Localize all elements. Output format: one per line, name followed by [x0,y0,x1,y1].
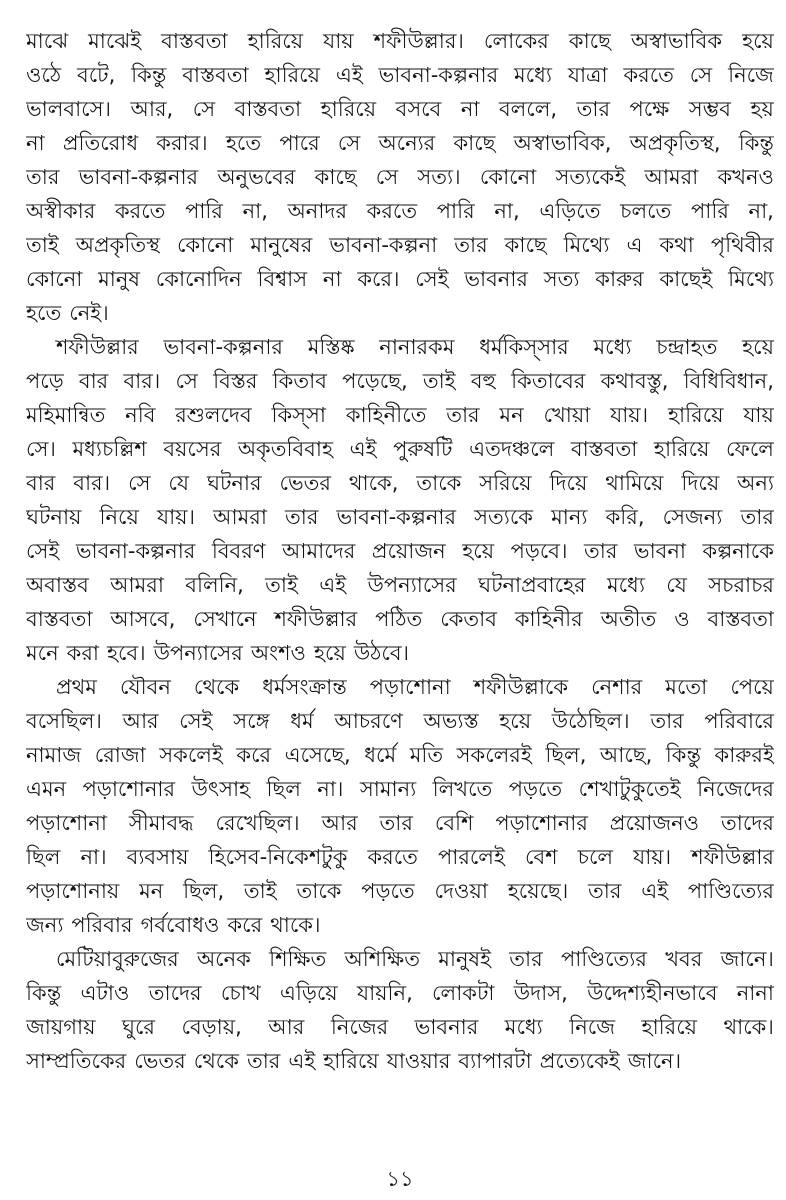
text-line: পড়াশোনায় মন ছিল, তাই তাকে পড়তে দেওয়া হয়েছে। তার এই পাণ্ডিত্যের [26,879,774,903]
text-line: ঘটনায় নিয়ে যায়। আমরা তার ভাবনা-কল্পনার সত্যকে মান্য করি, সেজন্য তার [26,505,774,529]
paragraph [26,330,774,670]
text-line: বসেছিল। আর সেই সঙ্গে ধর্ম আচরণে অভ্যস্ত হয়ে উঠেছিল। তার পরিবারে [26,709,774,733]
text-line: জায়গায় ঘুরে বেড়ায়, আর নিজের ভাবনার মধ্যে নিজে হারিয়ে থাকে। [26,1015,774,1039]
text-line: তার ভাবনা-কল্পনার অনুভবের কাছে সে সত্য। কোনো সত্যকেই আমরা কখনও [26,165,774,189]
text-line: কোনো মানুষ কোনোদিন বিশ্বাস না করে। সেই ভাবনার সত্য কারুর কাছেই মিথ্যে [26,267,774,291]
text-line: মাঝে মাঝেই বাস্তবতা হারিয়ে যায় শফীউল্লার। লোকের কাছে অস্বাভাবিক হয়ে [26,29,774,53]
text-line: পড়াশোনা সীমাবদ্ধ রেখেছিল। আর তার বেশি পড়াশোনার প্রয়োজনও তাদের [26,811,774,835]
body-text [26,24,774,1078]
text-line: শফীউল্লার ভাবনা-কল্পনার মস্তিষ্ক নানারকম ধর্মকিস্‌সার মধ্যে চন্দ্রাহত হয়ে [56,335,774,359]
text-line: মেটিয়াবুরুজের অনেক শিক্ষিত অশিক্ষিত মানুষই তার পাণ্ডিত্যের খবর জানে। [56,947,774,971]
text-line: ভালবাসে। আর, সে বাস্তবতা হারিয়ে বসবে না বললে, তার পক্ষে সম্ভব হয় [26,97,774,121]
paragraph [26,942,774,1078]
text-line: সাম্প্রতিকের ভেতর থেকে তার এই হারিয়ে যাওয়ার ব্যাপারটা প্রত্যেকেই জানে। [26,1049,682,1073]
text-line: মনে করা হবে। উপন্যাসের অংশও হয়ে উঠবে। [26,641,410,665]
text-line: না প্রতিরোধ করার। হতে পারে সে অন্যের কাছে অস্বাভাবিক, অপ্রকৃতিস্থ, কিন্তু [26,131,774,155]
paragraph [26,670,774,942]
text-line: সে। মধ্যচল্লিশ বয়সের অকৃতবিবাহ এই পুরুষটি এতদঞ্চলে বাস্তবতা হারিয়ে ফেলে [26,437,774,461]
text-line: প্রথম যৌবন থেকে ধর্মসংক্রান্ত পড়াশোনা শফীউল্লাকে নেশার মতো পেয়ে [56,675,774,699]
text-line: এমন পড়াশোনার উৎসাহ ছিল না। সামান্য লিখতে পড়তে শেখাটুকুতেই নিজেদের [26,777,774,801]
text-line: ওঠে বটে, কিন্তু বাস্তবতা হারিয়ে এই ভাবনা-কল্পনার মধ্যে যাত্রা করতে সে নিজে [26,63,774,87]
text-line: কিন্তু এটাও তাদের চোখ এড়িয়ে যায়নি, লোকটা উদাস, উদ্দেশ্যহীনভাবে নানা [26,981,774,1005]
text-line: সেই ভাবনা-কল্পনার বিবরণ আমাদের প্রয়োজন হয়ে পড়বে। তার ভাবনা কল্পনাকে [26,539,774,563]
text-line: তাই অপ্রকৃতিস্থ কোনো মানুষের ভাবনা-কল্পনা তার কাছে মিথ্যে এ কথা পৃথিবীর [26,233,774,257]
page-number: ১১ [386,1167,414,1191]
text-line: মহিমান্বিত নবি রশুলদেব কিস্‌সা কাহিনীতে তার মন খোয়া যায়। হারিয়ে যায় [26,403,774,427]
text-line: অবাস্তব আমরা বলিনি, তাই এই উপন্যাসের ঘটনাপ্রবাহের মধ্যে যে সচরাচর [26,573,774,597]
text-line: হতে নেই। [26,301,109,325]
text-line: পড়ে বার বার। সে বিস্তর কিতাব পড়েছে, তাই বহু কিতাবের কথাবস্তু, বিধিবিধান, [26,369,774,393]
text-line: ছিল না। ব্যবসায় হিসেব-নিকেশটুকু করতে পারলেই বেশ চলে যায়। শফীউল্লার [26,845,774,869]
book-page [26,24,774,1191]
paragraph [26,24,774,330]
text-line: বাস্তবতা আসবে, সেখানে শফীউল্লার পঠিত কেতাব কাহিনীর অতীত ও বাস্তবতা [26,607,774,631]
text-line: অস্বীকার করতে পারি না, অনাদর করতে পারি না, এড়িতে চলতে পারি না, [26,199,774,223]
text-line: জন্য পরিবার গর্ববোধও করে থাকে। [26,913,321,937]
text-line: বার বার। সে যে ঘটনার ভেতর থাকে, তাকে সরিয়ে দিয়ে থামিয়ে দিয়ে অন্য [26,471,774,495]
text-line: নামাজ রোজা সকলেই করে এসেছে, ধর্মে মতি সকলেরই ছিল, আছে, কিন্তু কারুরই [26,743,774,767]
